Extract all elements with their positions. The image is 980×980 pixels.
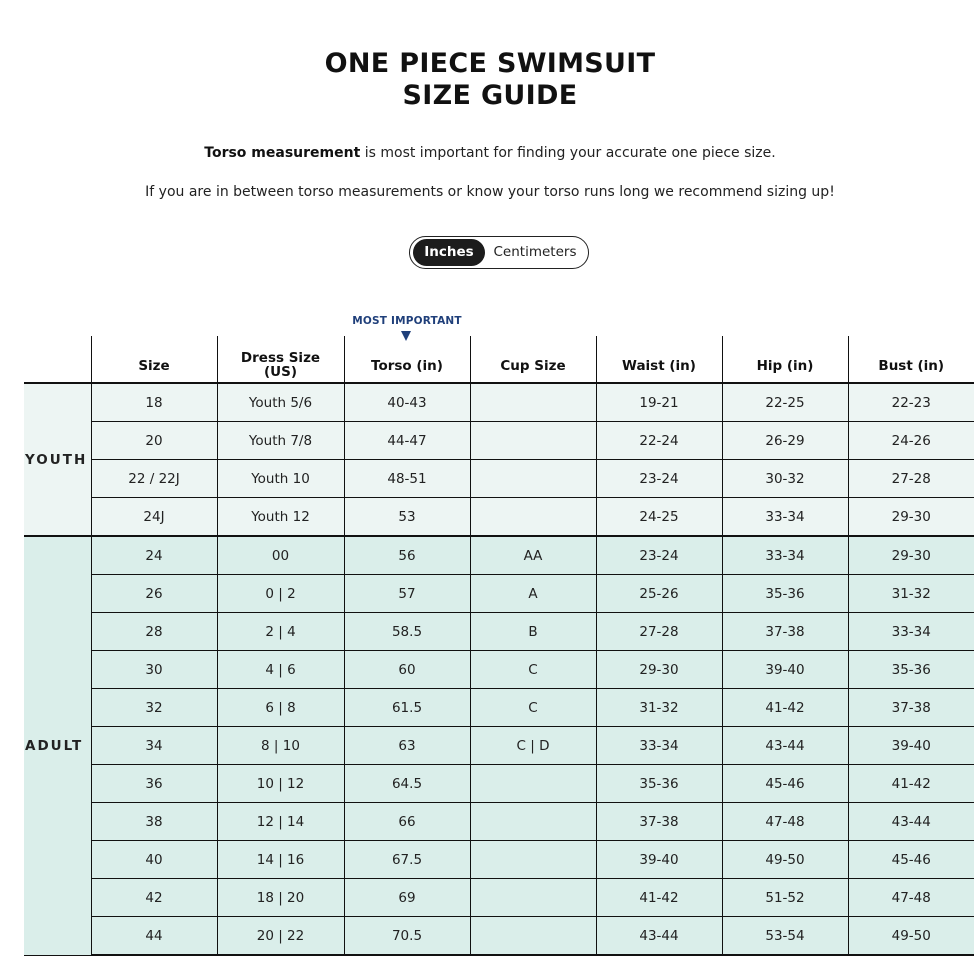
cell-size: 38 [91, 803, 217, 841]
table-row [24, 727, 974, 765]
intro-bold-text: Torso measurement [204, 145, 361, 161]
cell-dress-size: 18 | 20 [217, 879, 344, 917]
cell-bust: 49-50 [848, 917, 974, 956]
cell-torso: 57 [344, 575, 470, 613]
cell-cup-size: C [470, 651, 596, 689]
cell-hip: 41-42 [722, 689, 848, 727]
cell-size: 40 [91, 841, 217, 879]
cell-cup-size [470, 917, 596, 956]
most-important-label: MOST IMPORTANT [352, 315, 462, 327]
cell-size: 42 [91, 879, 217, 917]
cell-torso: 66 [344, 803, 470, 841]
cell-size: 18 [91, 383, 217, 422]
cell-cup-size [470, 460, 596, 498]
table-row [24, 575, 974, 613]
cell-cup-size [470, 383, 596, 422]
cell-cup-size [470, 498, 596, 537]
cell-hip: 39-40 [722, 651, 848, 689]
cell-torso: 40-43 [344, 383, 470, 422]
cell-hip: 49-50 [722, 841, 848, 879]
cell-torso: 67.5 [344, 841, 470, 879]
cell-torso: 60 [344, 651, 470, 689]
cell-waist: 43-44 [596, 917, 722, 956]
header-torso: Torso (in) [344, 336, 470, 383]
cell-waist: 27-28 [596, 613, 722, 651]
cell-torso: 56 [344, 536, 470, 575]
cell-torso: 64.5 [344, 765, 470, 803]
cell-bust: 27-28 [848, 460, 974, 498]
cell-bust: 37-38 [848, 689, 974, 727]
cell-waist: 31-32 [596, 689, 722, 727]
table-row [24, 803, 974, 841]
table-row [24, 765, 974, 803]
cell-torso: 53 [344, 498, 470, 537]
cell-dress-size: 12 | 14 [217, 803, 344, 841]
cell-cup-size: C [470, 689, 596, 727]
cell-bust: 47-48 [848, 879, 974, 917]
cell-dress-size: Youth 7/8 [217, 422, 344, 460]
table-row [24, 917, 974, 956]
cell-hip: 30-32 [722, 460, 848, 498]
intro-rest-text: is most important for finding your accurate one piece size. [360, 145, 776, 161]
table-row [24, 536, 974, 575]
cell-bust: 24-26 [848, 422, 974, 460]
cell-waist: 41-42 [596, 879, 722, 917]
cell-torso: 69 [344, 879, 470, 917]
size-table-body [24, 383, 974, 955]
cell-bust: 41-42 [848, 765, 974, 803]
header-bust: Bust (in) [848, 336, 974, 383]
header-cup-size: Cup Size [470, 336, 596, 383]
header-size: Size [91, 336, 217, 383]
sizing-note: If you are in between torso measurements or know your torso runs long we recommend sizing up! [145, 184, 835, 200]
cell-cup-size: C | D [470, 727, 596, 765]
cell-hip: 22-25 [722, 383, 848, 422]
size-table [24, 336, 974, 956]
cell-hip: 43-44 [722, 727, 848, 765]
cell-hip: 47-48 [722, 803, 848, 841]
table-row [24, 841, 974, 879]
cell-waist: 33-34 [596, 727, 722, 765]
table-row [24, 879, 974, 917]
cell-size: 22 / 22J [91, 460, 217, 498]
cell-bust: 22-23 [848, 383, 974, 422]
cell-bust: 31-32 [848, 575, 974, 613]
cell-bust: 45-46 [848, 841, 974, 879]
table-row [24, 383, 974, 422]
unit-toggle [409, 236, 589, 269]
cell-torso: 48-51 [344, 460, 470, 498]
youth-group-label: YOUTH [24, 383, 91, 536]
cell-cup-size [470, 841, 596, 879]
page-title-line-2: SIZE GUIDE [402, 80, 578, 111]
cell-waist: 22-24 [596, 422, 722, 460]
cell-cup-size [470, 422, 596, 460]
cell-torso: 61.5 [344, 689, 470, 727]
cell-size: 28 [91, 613, 217, 651]
cell-waist: 35-36 [596, 765, 722, 803]
cell-waist: 23-24 [596, 460, 722, 498]
cell-torso: 44-47 [344, 422, 470, 460]
cell-torso: 58.5 [344, 613, 470, 651]
cell-dress-size: 10 | 12 [217, 765, 344, 803]
cell-hip: 45-46 [722, 765, 848, 803]
cell-bust: 33-34 [848, 613, 974, 651]
cell-dress-size: 2 | 4 [217, 613, 344, 651]
cell-size: 20 [91, 422, 217, 460]
cell-dress-size: Youth 5/6 [217, 383, 344, 422]
cell-dress-size: 8 | 10 [217, 727, 344, 765]
cell-waist: 25-26 [596, 575, 722, 613]
cell-hip: 33-34 [722, 498, 848, 537]
cell-bust: 29-30 [848, 536, 974, 575]
cell-cup-size: A [470, 575, 596, 613]
cell-torso: 63 [344, 727, 470, 765]
cell-dress-size: 00 [217, 536, 344, 575]
cell-hip: 33-34 [722, 536, 848, 575]
page-title [0, 48, 980, 112]
cell-size: 30 [91, 651, 217, 689]
cell-size: 34 [91, 727, 217, 765]
adult-group-label: ADULT [24, 536, 91, 955]
cell-torso: 70.5 [344, 917, 470, 956]
cell-dress-size: 6 | 8 [217, 689, 344, 727]
cell-size: 36 [91, 765, 217, 803]
cell-cup-size [470, 803, 596, 841]
cell-size: 32 [91, 689, 217, 727]
cell-dress-size: 20 | 22 [217, 917, 344, 956]
table-row [24, 613, 974, 651]
cell-waist: 23-24 [596, 536, 722, 575]
unit-option-centimeters[interactable]: Centimeters [493, 244, 577, 260]
cell-dress-size: Youth 10 [217, 460, 344, 498]
cell-size: 44 [91, 917, 217, 956]
cell-dress-size: 14 | 16 [217, 841, 344, 879]
cell-waist: 37-38 [596, 803, 722, 841]
unit-option-inches[interactable]: Inches [413, 239, 485, 266]
header-hip: Hip (in) [722, 336, 848, 383]
header-dress-line-2: (US) [263, 364, 298, 380]
cell-cup-size [470, 879, 596, 917]
header-waist: Waist (in) [596, 336, 722, 383]
cell-hip: 37-38 [722, 613, 848, 651]
cell-size: 24 [91, 536, 217, 575]
table-header-row [24, 336, 974, 383]
cell-waist: 19-21 [596, 383, 722, 422]
cell-bust: 29-30 [848, 498, 974, 537]
table-row [24, 651, 974, 689]
cell-hip: 53-54 [722, 917, 848, 956]
cell-bust: 39-40 [848, 727, 974, 765]
cell-hip: 26-29 [722, 422, 848, 460]
cell-waist: 29-30 [596, 651, 722, 689]
table-row [24, 422, 974, 460]
cell-waist: 24-25 [596, 498, 722, 537]
cell-waist: 39-40 [596, 841, 722, 879]
cell-bust: 35-36 [848, 651, 974, 689]
header-dress-size [217, 336, 344, 383]
table-row [24, 498, 974, 537]
cell-dress-size: Youth 12 [217, 498, 344, 537]
cell-dress-size: 0 | 2 [217, 575, 344, 613]
table-row [24, 460, 974, 498]
cell-size: 24J [91, 498, 217, 537]
header-corner [24, 336, 91, 383]
cell-cup-size: AA [470, 536, 596, 575]
table-row [24, 689, 974, 727]
cell-hip: 35-36 [722, 575, 848, 613]
intro-text [0, 145, 980, 161]
cell-size: 26 [91, 575, 217, 613]
page-title-line-1: ONE PIECE SWIMSUIT [324, 48, 656, 79]
cell-hip: 51-52 [722, 879, 848, 917]
cell-dress-size: 4 | 6 [217, 651, 344, 689]
header-dress-line-1: Dress Size [240, 350, 321, 366]
cell-cup-size: B [470, 613, 596, 651]
cell-cup-size [470, 765, 596, 803]
cell-bust: 43-44 [848, 803, 974, 841]
